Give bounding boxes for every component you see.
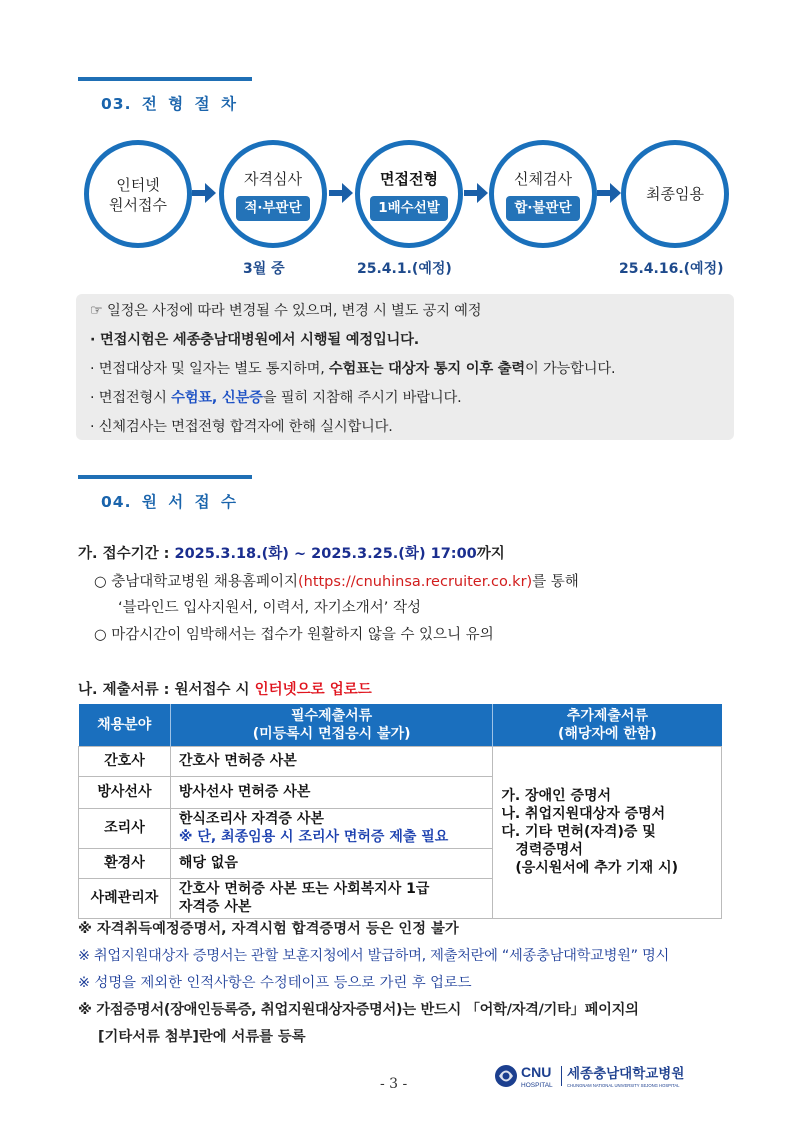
header-required (170, 704, 492, 746)
row-category: 환경사 (79, 848, 171, 878)
logo-name-ko: 세종충남대학교병원 (567, 1066, 685, 1082)
step-2-line1: 자격심사 (244, 170, 302, 188)
step-3-pill: 1배수선발 (370, 196, 448, 221)
docs-label: 나. 제출서류 : 원서접수 시 (78, 682, 255, 698)
header-additional (493, 704, 722, 746)
extra-item: 경력증명서 (515, 842, 583, 858)
application-site (94, 570, 579, 591)
row-category: 조리사 (79, 808, 171, 848)
footnote-not-accepted: ※ 자격취득예정증명서, 자격시험 합격증명서 등은 인정 불가 (78, 921, 459, 937)
row-category: 사례관리자 (79, 878, 171, 918)
additional-docs-list (493, 746, 722, 918)
row-required (170, 878, 492, 918)
section-4-header (78, 475, 252, 512)
header-field: 채용분야 (79, 704, 171, 746)
note-interview-location: · 면접시험은 세종충남대병원에서 시행될 예정입니다. (90, 332, 420, 348)
note-3-text: · 면접전형시 (90, 390, 172, 406)
hospital-logo (493, 1061, 733, 1091)
step-qualification-review (219, 140, 327, 248)
step-4-pill: 합·불판단 (506, 196, 579, 221)
step-final-appointment (621, 140, 729, 248)
row-category: 간호사 (79, 746, 171, 776)
row-required: 해당 없음 (170, 848, 492, 878)
period-suffix: 까지 (476, 546, 505, 562)
extra-item: 다. 기타 면허(자격)증 및 (501, 824, 656, 840)
step-physical-exam (489, 140, 597, 248)
step-4-line1: 신체검사 (514, 170, 572, 188)
table-header-row (79, 704, 722, 746)
extra-item: 나. 취업지원대상자 증명서 (501, 806, 666, 822)
row-category: 방사선사 (79, 776, 171, 808)
row-required-line2: 자격증 사본 (178, 899, 252, 915)
footnote-bonus-cert-2: [기타서류 첨부]란에 서류를 등록 (98, 1029, 306, 1045)
header-required-title: 필수제출서류 (291, 707, 373, 724)
note-schedule-change: ☞ 일정은 사정에 따라 변경될 수 있으며, 변경 시 별도 공지 예정 (90, 303, 482, 319)
step-1-line2: 원서접수 (109, 196, 167, 214)
section-4-title: 04. 원 서 접 수 (101, 493, 237, 511)
date-interview: 25.4.1.(예정) (357, 261, 452, 277)
section-3-header (78, 77, 252, 114)
step-1-line1: 인터넷 (116, 176, 160, 194)
app-site-tail: 를 통해 (532, 574, 579, 590)
note-interview-notice (90, 358, 615, 378)
header-additional-sub: (해당자에 한함) (558, 725, 657, 742)
note-bring-id (90, 387, 461, 407)
arrow-right-icon (597, 183, 621, 203)
section-3-bar (78, 77, 252, 81)
extra-item: 가. 장애인 증명서 (501, 788, 612, 804)
step-2-pill: 적·부판단 (236, 196, 309, 221)
submission-docs-table (78, 704, 722, 919)
note-3-tail: 을 필히 지참해 주시기 바랍니다. (262, 390, 462, 406)
row-required: 간호사 면허증 사본 (170, 746, 492, 776)
arrow-right-icon (192, 183, 216, 203)
header-required-sub: (미등록시 면접응시 불가) (252, 725, 411, 742)
date-final: 25.4.16.(예정) (619, 261, 724, 277)
row-required-line1: 한식조리사 자격증 사본 (178, 811, 324, 827)
period-value: 2025.3.18.(화) ~ 2025.3.25.(화) 17:00 (174, 546, 477, 562)
note-2-text: · 면접대상자 및 일자는 별도 통지하며, (90, 361, 329, 377)
note-physical-exam: · 신체검사는 면접전형 합격자에 한해 실시합니다. (90, 419, 393, 435)
section-4-bar (78, 475, 252, 479)
recruit-url-link[interactable]: (https://cnuhinsa.recruiter.co.kr) (297, 574, 533, 590)
logo-hospital: HOSPITAL (521, 1082, 553, 1089)
logo-name-en: CHUNGNAM NATIONAL UNIVERSITY SEJONG HOSPITAL (567, 1083, 680, 1088)
row-required-note: ※ 단, 최종임용 시 조리사 면허증 제출 필요 (178, 829, 449, 845)
table-row (79, 746, 722, 776)
arrow-right-icon (464, 183, 488, 203)
application-docs-note: ‘블라인드 입사지원서, 이력서, 자기소개서’ 작성 (118, 600, 422, 616)
application-period (78, 542, 505, 563)
header-additional-title: 추가제출서류 (566, 707, 648, 724)
footnote-veterans-cert: ※ 취업지원대상자 증명서는 관할 보훈지청에서 발급하며, 제출처란에 “세종충남대학교병원” 명시 (78, 948, 670, 964)
arrow-right-icon (329, 183, 353, 203)
date-qualification: 3월 중 (243, 261, 285, 277)
step-interview (355, 140, 463, 248)
step-online-application (84, 140, 192, 248)
extra-item: (응시원서에 추가 기재 시) (515, 860, 678, 876)
docs-highlight: 인터넷으로 업로드 (254, 682, 372, 698)
footnote-bonus-cert: ※ 가점증명서(장애인등록증, 취업지원대상자증명서)는 반드시 「어학/자격/기타」페이지의 (78, 1002, 639, 1018)
note-2-tail: 이 가능합니다. (524, 361, 616, 377)
period-label: 가. 접수기간 : (78, 546, 175, 562)
logo-cnu: CNU (521, 1064, 552, 1080)
footnote-mask-info: ※ 성명을 제외한 인적사항은 수정테이프 등으로 가린 후 업로드 (78, 975, 472, 991)
note-2-bold: 수험표는 대상자 통지 이후 출력 (328, 361, 525, 377)
schedule-notes (76, 294, 734, 440)
step-3-line1: 면접전형 (380, 170, 438, 188)
app-site-text: ○ 충남대학교병원 채용홈페이지 (94, 574, 298, 590)
note-3-highlight: 수험표, 신분증 (171, 390, 263, 406)
submission-docs-heading (78, 678, 372, 699)
row-required (170, 808, 492, 848)
page-number: - 3 - (380, 1076, 408, 1092)
step-5-line1: 최종임용 (646, 185, 704, 203)
section-3-title: 03. 전 형 절 차 (101, 95, 237, 113)
row-required-line1: 간호사 면허증 사본 또는 사회복지사 1급 (178, 881, 430, 897)
row-required: 방사선사 면허증 사본 (170, 776, 492, 808)
deadline-warning: ○ 마감시간이 임박해서는 접수가 원활하지 않을 수 있으니 유의 (94, 627, 494, 643)
